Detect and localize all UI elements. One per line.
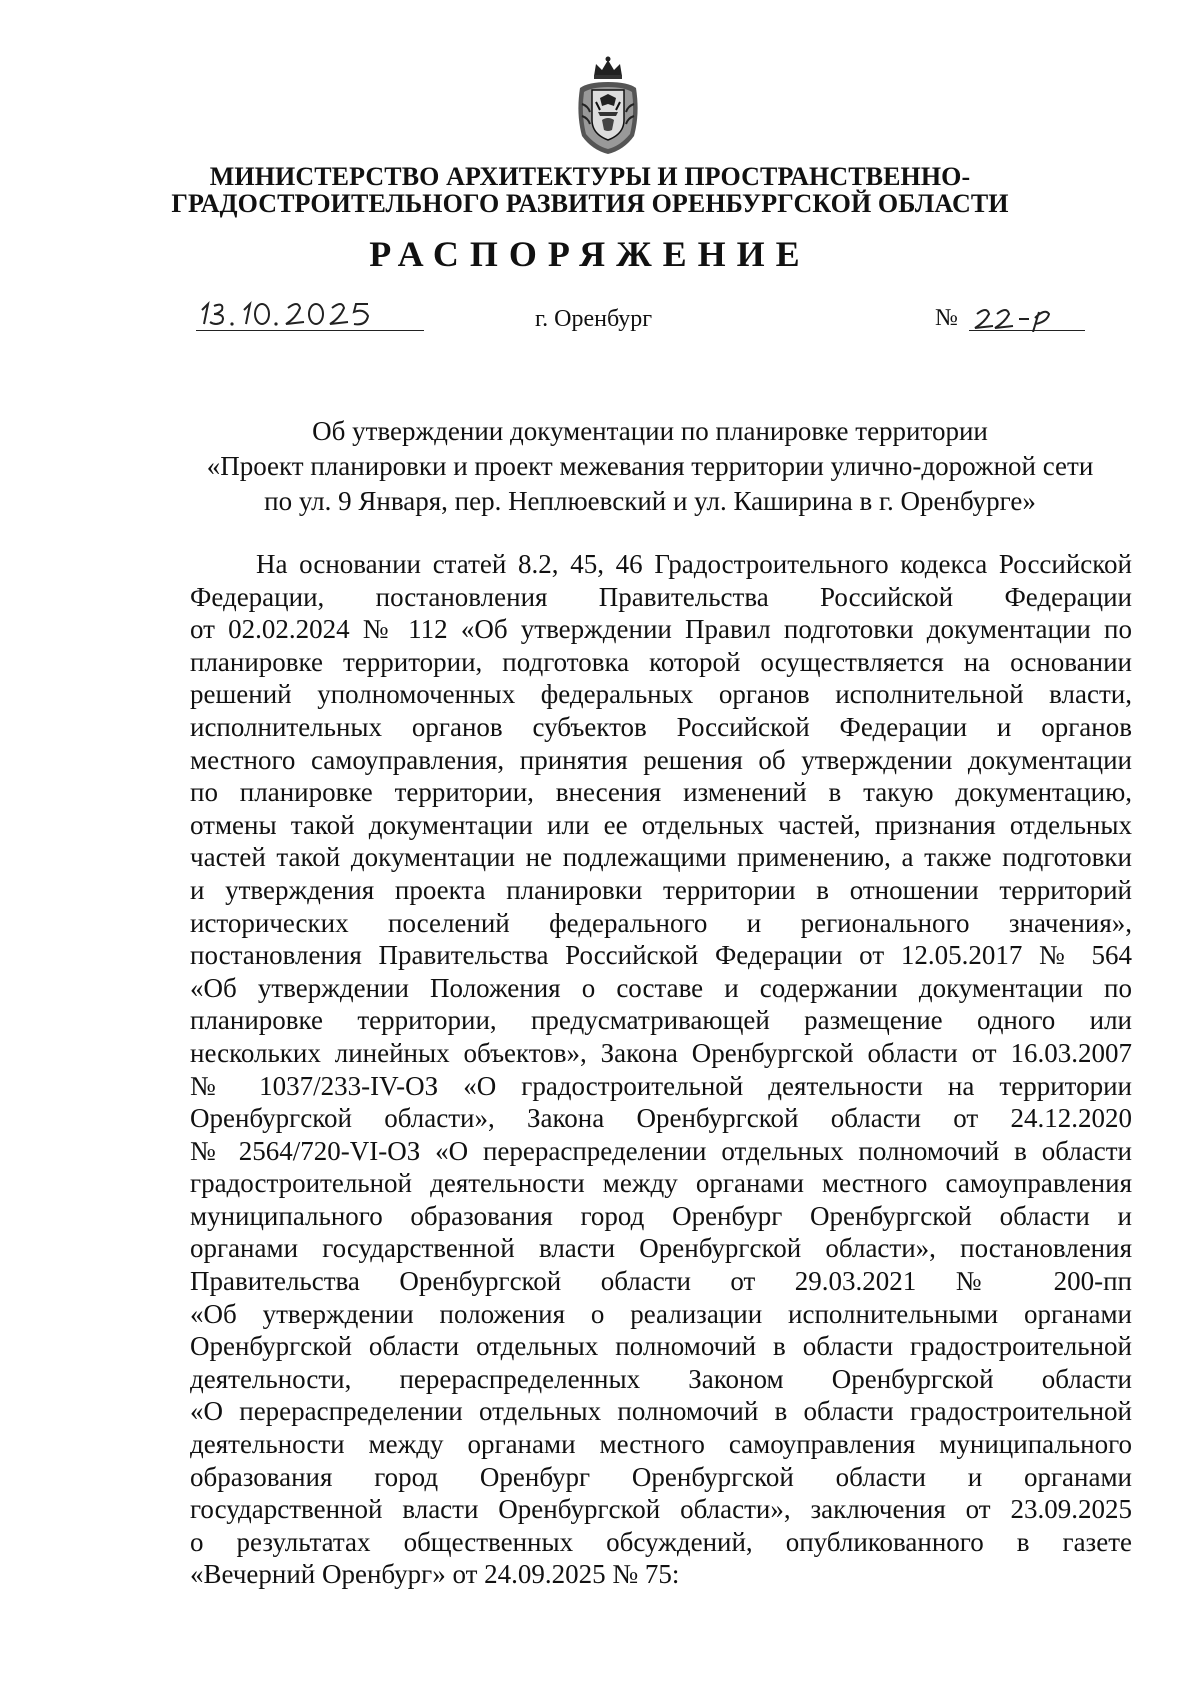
body-line: исторических поселений федерального и регионального значения», — [190, 907, 1132, 938]
ministry-name-line2: ГРАДОСТРОИТЕЛЬНОГО РАЗВИТИЯ ОРЕНБУРГСКОЙ ОБЛАСТИ — [171, 189, 1009, 218]
body-line: Федерации, постановления Правительства Российской Федерации — [190, 581, 1132, 612]
body-line: постановления Правительства Российской Федерации от 12.05.2017 № 564 — [190, 940, 1132, 971]
body-line: Оренбургской области отдельных полномочий в области градостроительной — [190, 1331, 1132, 1362]
body-line: планировке территории, предусматривающей размещение одного или — [190, 1005, 1132, 1036]
body-line: отмены такой документации или ее отдельных частей, признания отдельных — [190, 809, 1132, 840]
body-line: планировке территории, подготовка которой осуществляется на основании — [190, 646, 1132, 677]
body-line: № 1037/233-IV-ОЗ «О градостроительной деятельности на территории — [190, 1070, 1132, 1101]
body-paragraph — [190, 548, 1132, 1591]
body-line: решений уполномоченных федеральных органов исполнительной власти, — [190, 679, 1132, 710]
body-line: градостроительной деятельности между органами местного самоуправления — [190, 1168, 1132, 1199]
subject-line1: Об утверждении документации по планировке территории — [312, 416, 988, 446]
body-line: частей такой документации не подлежащими применению, а также подготовки — [190, 842, 1132, 873]
body-line: местного самоуправления, принятия решения об утверждении документации — [190, 744, 1132, 775]
subject-line3: по ул. 9 Января, пер. Неплюевский и ул. Каширина в г. Оренбурге» — [264, 486, 1036, 516]
body-line: и утверждения проекта планировки территории в отношении территорий — [190, 874, 1132, 905]
body-line: Оренбургской области», Закона Оренбургской области от 24.12.2020 — [190, 1103, 1132, 1134]
document-city: г. Оренбург — [535, 306, 653, 332]
document-number-field — [935, 300, 1085, 332]
handwritten-number-signature — [969, 300, 1085, 332]
body-line: исполнительных органов субъектов Российской Федерации и органов — [190, 711, 1132, 742]
body-line: нескольких линейных объектов», Закона Оренбургской области от 16.03.2007 — [190, 1037, 1132, 1068]
subject-line2: «Проект планировки и проект межевания территории улично-дорожной сети — [206, 451, 1094, 481]
number-sign: № — [935, 305, 958, 331]
body-line: № 2564/720-VI-ОЗ «О перераспределении отдельных полномочий в области — [190, 1135, 1132, 1166]
body-line: государственной власти Оренбургской области», заключения от 23.09.2025 — [190, 1494, 1132, 1525]
handwritten-date-signature — [196, 296, 424, 330]
body-line: о результатах общественных обсуждений, опубликованного в газете — [190, 1526, 1132, 1557]
body-line: по планировке территории, внесения изменений в такую документацию, — [190, 777, 1132, 808]
body-line: На основании статей 8.2, 45, 46 Градостроительного кодекса Российской — [256, 549, 1132, 579]
body-line: образования город Оренбург Оренбургской области и органами — [190, 1461, 1132, 1492]
number-underline — [969, 330, 1085, 331]
body-line: от 02.02.2024 № 112 «Об утверждении Правил подготовки документации по — [190, 614, 1132, 645]
body-line: органами государственной власти Оренбургской области», постановления — [190, 1233, 1132, 1264]
body-line: Правительства Оренбургской области от 29.03.2021 № 200-пп — [190, 1266, 1132, 1297]
document-date-field — [196, 296, 424, 331]
body-line: деятельности, перераспределенных Законом Оренбургской области — [190, 1363, 1132, 1394]
body-line: «О перераспределении отдельных полномочий в области градостроительной — [190, 1396, 1132, 1427]
body-line: деятельности между органами местного самоуправления муниципального — [190, 1429, 1132, 1460]
oblast-coat-of-arms-icon — [572, 54, 644, 156]
body-line: «Вечерний Оренбург» от 24.09.2025 № 75: — [190, 1559, 680, 1590]
ministry-name-line1: МИНИСТЕРСТВО АРХИТЕКТУРЫ И ПРОСТРАНСТВЕННО- — [209, 162, 971, 191]
body-line: «Об утверждении положения о реализации исполнительными органами — [190, 1298, 1132, 1329]
document-type-title: РАСПОРЯЖЕНИЕ — [369, 234, 811, 274]
body-line: «Об утверждении Положения о составе и содержании документации по — [190, 972, 1132, 1003]
body-line: муниципального образования город Оренбург Оренбургской области и — [190, 1200, 1132, 1231]
